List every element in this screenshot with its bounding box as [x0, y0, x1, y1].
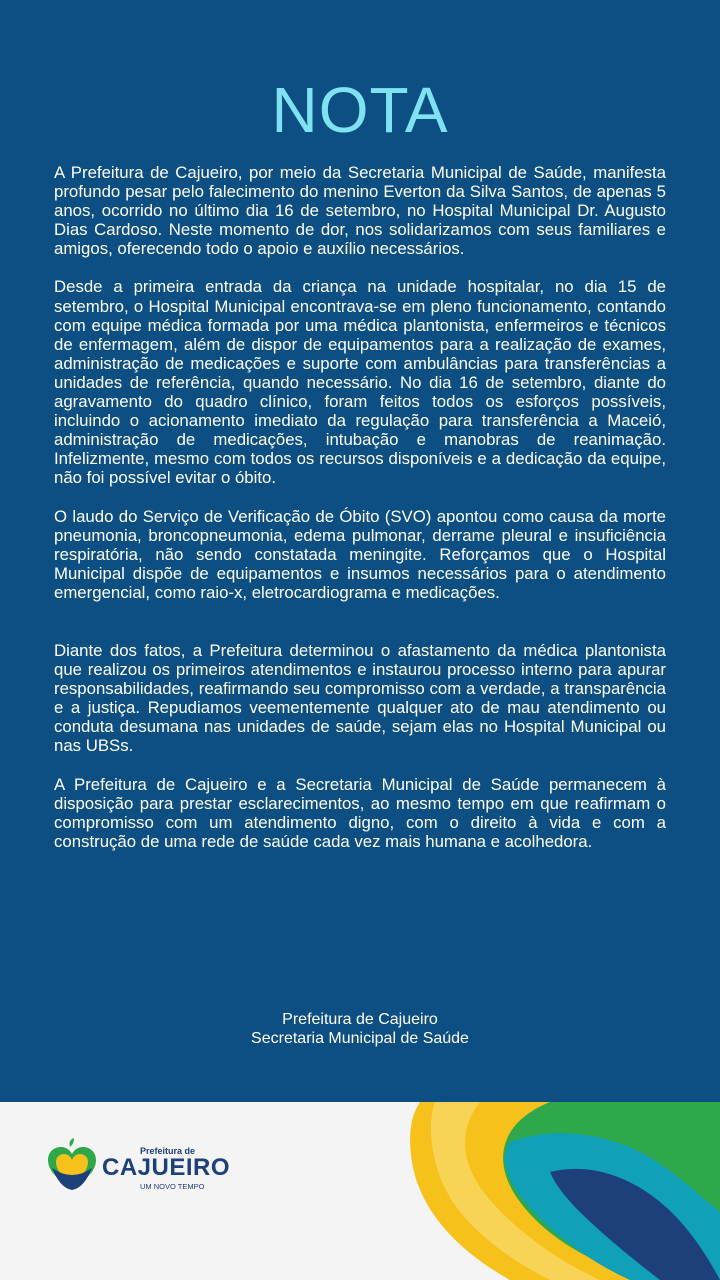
paragraph-3: O laudo do Serviço de Verificação de Óbito (SVO) apontou como causa da morte pneumonia, broncopneumonia, edema pulmonar, derrame pleural e insuficiência respiratória, não sendo constatada meningite. Reforçamos que o Hospital Municipal dispõe de equipamentos e insumos necessários para o atendimento emergencial, como raio-x, eletrocardiograma e medicações.	[54, 506, 666, 602]
logo-name: CAJUEIRO	[102, 1154, 231, 1181]
paragraph-2: Desde a primeira entrada da criança na unidade hospitalar, no dia 15 de setembro, o Hospital Municipal encontrava-se em pleno funcionamento, contando com equipe médica formada por uma médica plantonista, enfermeiros e técnicos de enfermagem, além de dispor de equipamentos para a realização de exames, administração de medicações e suporte com ambulâncias para transferências a unidades de referência, quando necessário. No dia 16 de setembro, diante do agravamento do quadro clínico, foram feitos todos os esforços possíveis, incluindo o acionamento imediato da regulação para transferência a Maceió, administração de medicações, intubação e manobras de reanimação. Infelizmente, mesmo com todos os recursos disponíveis e a dedicação da equipe, não foi possível evitar o óbito.	[54, 277, 666, 488]
signature-line-1: Prefeitura de Cajueiro	[282, 1011, 438, 1028]
footer-banner	[0, 1102, 720, 1280]
paragraph-4: Diante dos fatos, a Prefeitura determinou o afastamento da médica plantonista que realizou os primeiros atendimentos e instaurou processo interno para apurar responsabilidades, reafirmando seu compromisso com a verdade, a transparência e a justiça. Repudiamos veementemente qualquer ato de mau atendimento ou conduta desumana nas unidades de saúde, sejam elas no Hospital Municipal ou nas UBSs.	[54, 640, 666, 756]
paragraph-1: A Prefeitura de Cajueiro, por meio da Secretaria Municipal de Saúde, manifesta profundo pesar pelo falecimento do menino Everton da Silva Santos, de apenas 5 anos, ocorrido no último dia 16 de setembro, no Hospital Municipal Dr. Augusto Dias Cardoso. Neste momento de dor, nos solidarizamos com seus familiares e amigos, oferecendo todo o apoio e auxílio necessários.	[54, 163, 666, 259]
logo-tagline: UM NOVO TEMPO	[140, 1182, 205, 1191]
paragraph-5: A Prefeitura de Cajueiro e a Secretaria Municipal de Saúde permanecem à disposição para prestar esclarecimentos, ao mesmo tempo em que reafirmam o compromisso com um atendimento digno, com o direito à vida e com a construção de uma rede de saúde cada vez mais humana e acolhedora.	[54, 774, 666, 851]
signature-line-2: Secretaria Municipal de Saúde	[251, 1029, 469, 1047]
cajueiro-logo	[44, 1138, 254, 1198]
heart-logo-icon	[44, 1138, 100, 1198]
logo-prefix: Prefeitura de	[140, 1146, 196, 1156]
nota-body	[54, 163, 666, 851]
page-title: NOTA	[271, 74, 449, 146]
decorative-waves	[400, 1102, 720, 1280]
signature	[0, 1011, 720, 1048]
